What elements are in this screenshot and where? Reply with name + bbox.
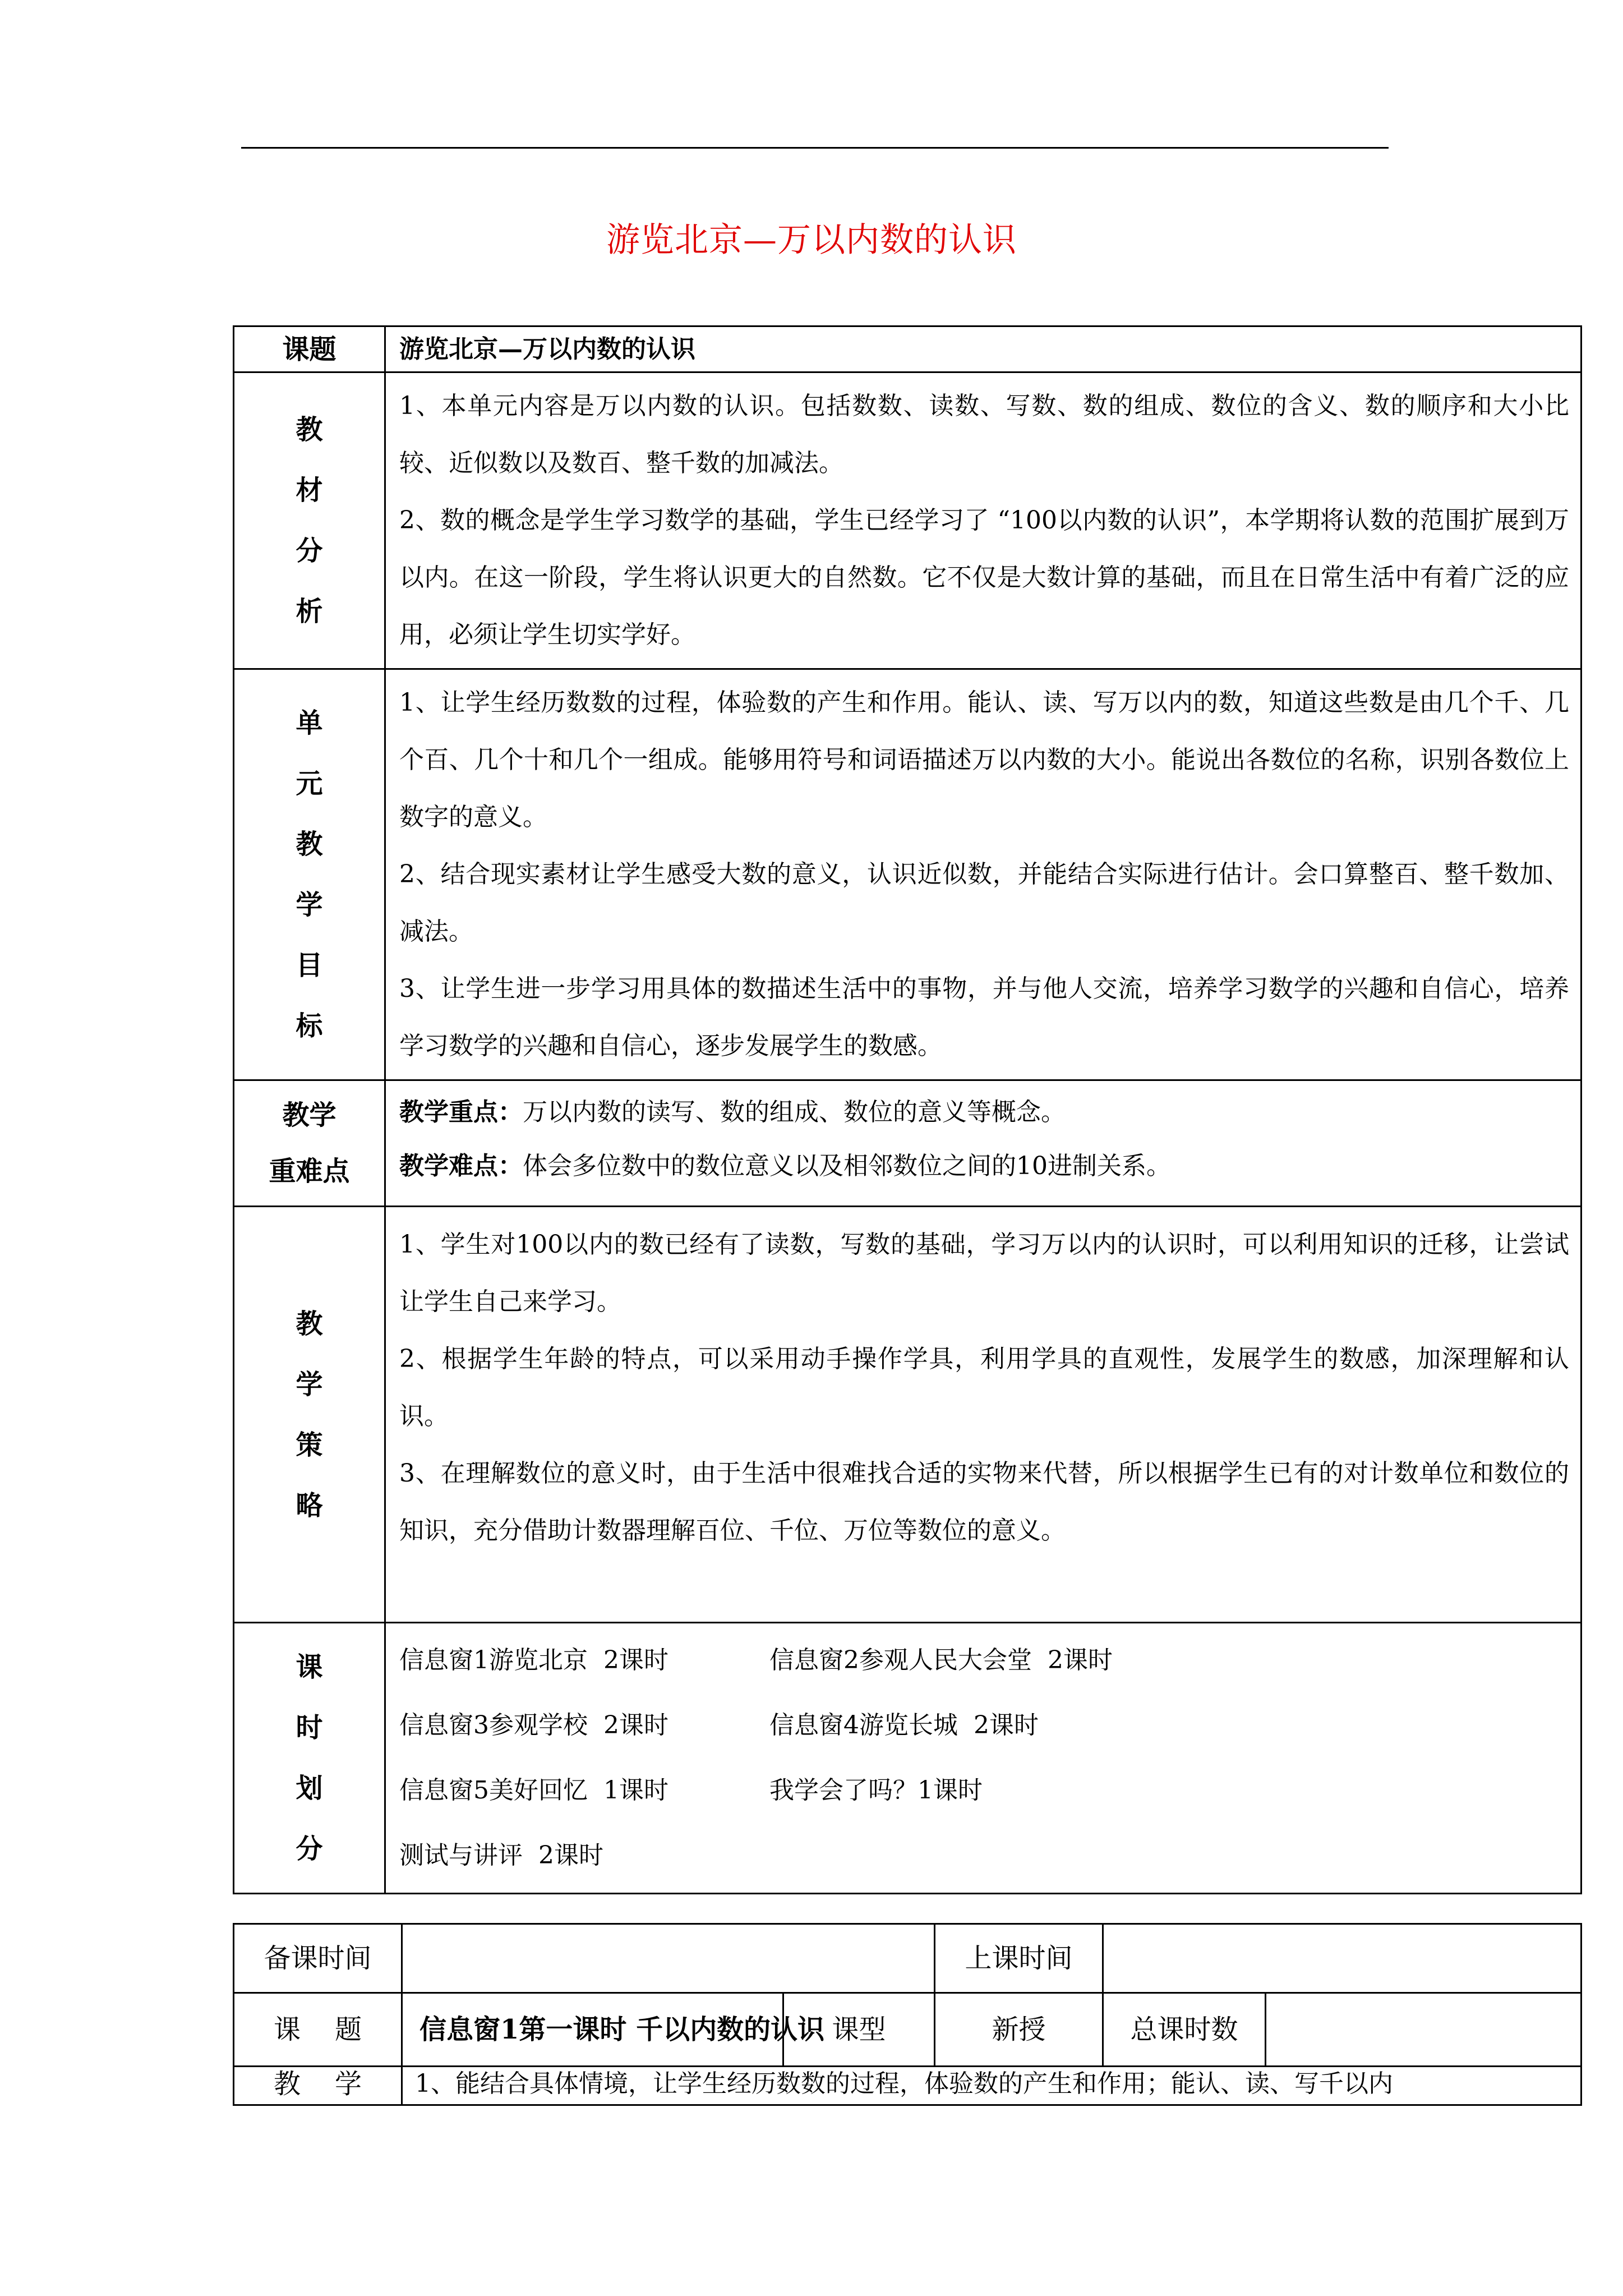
key-points-content [385,1080,1581,1207]
topic-row [234,1993,1581,2067]
paragraph: 3、让学生进一步学习用具体的数描述生活中的事物，并与他人交流，培养学习数学的兴趣和自信心，培养学习数学的兴趣和自信心，逐步发展学生的数感。 [399,974,1569,1060]
goal-label: 教 学 [234,2067,402,2105]
difficulty-text: 体会多位数中的数位意义以及相邻数位之间的10进制关系。 [523,1152,1171,1180]
paragraph: 1、本单元内容是万以内数的认识。包括数数、读数、写数、数的组成、数位的含义、数的顺序和大小比较、近似数以及数百、整千数的加减法。 [399,392,1569,477]
document-title: 游览北京—万以内数的认识 [606,220,1017,260]
unit-goals-content [385,669,1581,1080]
unit-goals-row [234,669,1581,1080]
lesson-plan-table [233,1923,1582,2106]
topic-value: 游览北京—万以内数的认识 [385,326,1581,372]
focus-line [399,1085,1569,1139]
lesson-topic-value: 信息窗1第一课时 千以内数的认识 [402,1993,783,2067]
strategy-label: 教 学 策 略 [234,1207,385,1623]
paragraph: 1、学生对100以内的数已经有了读数，写数的基础，学习万以内的认识时，可以利用知识的迁移，让尝试让学生自己来学习。 [399,1230,1569,1316]
textbook-analysis-row [234,372,1581,669]
header-rule [241,147,1389,149]
key-points-row [234,1080,1581,1207]
goal-row [234,2067,1581,2105]
schedule-line: 信息窗1游览北京 2课时 信息窗2参观人民大会堂 2课时 [399,1646,1113,1674]
unit-goals-label: 单 元 教 学 目 标 [234,669,385,1080]
paragraph: 3、在理解数位的意义时，由于生活中很难找合适的实物来代替，所以根据学生已有的对计数单位和数位的知识，充分借助计数器理解百位、千位、万位等数位的意义。 [399,1459,1569,1545]
goal-text: 1、能结合具体情境，让学生经历数数的过程，体验数的产生和作用；能认、读、写千以内 [402,2067,1581,2105]
schedule-line: 信息窗3参观学校 2课时 信息窗4游览长城 2课时 [399,1711,1039,1740]
difficulty-label: 教学难点： [399,1152,523,1180]
topic-row [234,326,1581,372]
paragraph: 2、数的概念是学生学习数学的基础，学生已经学习了 “100以内数的认识”，本学期将认数的范围扩展到万以内。在这一阶段，学生将认识更大的自然数。它不仅是大数计算的基础，而且在日常生活中有着广泛的应用，必须让学生切实学好。 [399,506,1569,649]
strategy-content [385,1207,1581,1623]
schedule-label: 课 时 划 分 [234,1623,385,1894]
unit-plan-table [233,325,1582,1894]
paragraph: 1、让学生经历数数的过程，体验数的产生和作用。能认、读、写万以内的数，知道这些数是由几个千、几个百、几个十和几个一组成。能够用符号和词语描述万以内数的大小。能说出各数位的名称，识别各数位上数字的意义。 [399,688,1569,831]
difficulty-line [399,1139,1569,1193]
prep-time-value [402,1924,935,1993]
class-time-value [1103,1924,1581,1993]
key-points-label: 教学 重难点 [234,1080,385,1207]
schedule-content [385,1623,1581,1894]
paragraph: 2、根据学生年龄的特点，可以采用动手操作学具，利用学具的直观性，发展学生的数感，加深理解和认识。 [399,1345,1569,1430]
time-row [234,1924,1581,1993]
schedule-line: 信息窗5美好回忆 1课时 我学会了吗？1课时 [399,1776,983,1805]
textbook-analysis-label: 教 材 分 析 [234,372,385,669]
focus-label: 教学重点： [399,1098,523,1126]
topic-label: 课题 [234,326,385,372]
lesson-topic-label: 课 题 [234,1993,402,2067]
lesson-type-label: 课型 [783,1993,935,2067]
textbook-analysis-content [385,372,1581,669]
total-hours-value [1266,1993,1581,2067]
schedule-line: 测试与讲评 2课时 [399,1841,603,1870]
prep-time-label: 备课时间 [234,1924,402,1993]
strategy-row [234,1207,1581,1623]
focus-text: 万以内数的读写、数的组成、数位的意义等概念。 [523,1098,1066,1126]
class-time-label: 上课时间 [935,1924,1103,1993]
schedule-row [234,1623,1581,1894]
paragraph: 2、结合现实素材让学生感受大数的意义，认识近似数，并能结合实际进行估计。会口算整百、整千数加、减法。 [399,860,1569,946]
total-hours-label: 总课时数 [1103,1993,1266,2067]
lesson-type-value: 新授 [935,1993,1103,2067]
